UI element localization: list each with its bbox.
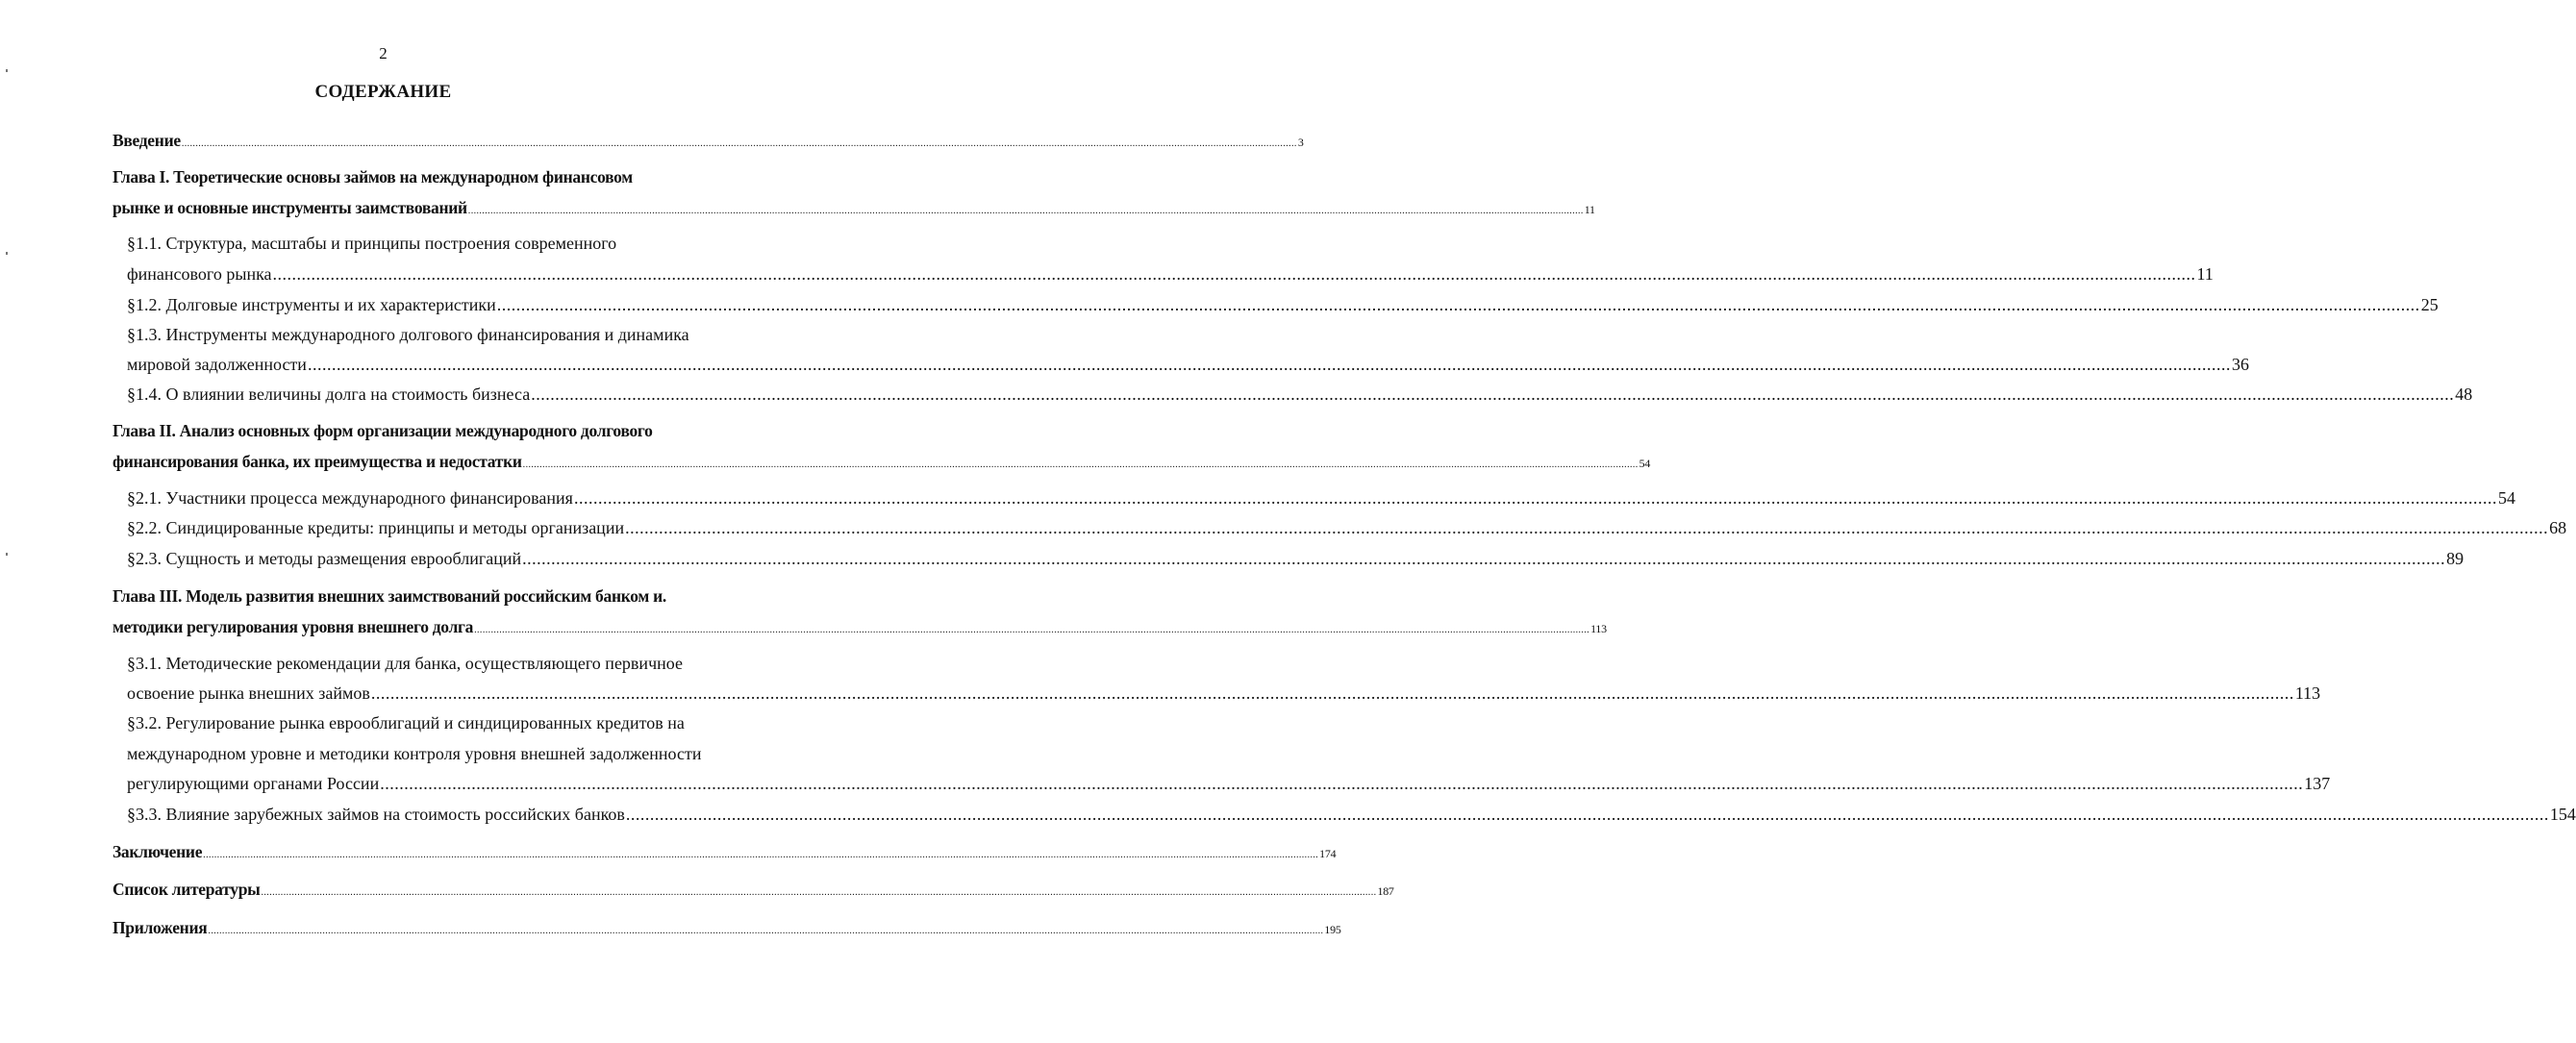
- toc-entry: [127, 772, 2331, 795]
- toc-entry-line: [127, 742, 701, 765]
- toc-title: СОДЕРЖАНИЕ: [314, 82, 452, 102]
- toc-entry-text: международном уровне и методики контроля уровня внешней задолженности: [127, 744, 702, 763]
- toc-entry-text: §2.1. Участники процесса международного финансирования: [127, 488, 573, 508]
- toc-entry-text: Глава I. Теоретические основы займов на международном финансовом: [113, 167, 633, 186]
- scan-mark: [6, 252, 8, 255]
- toc-entry-line: [127, 232, 616, 255]
- toc-page-number: 48: [2455, 385, 2473, 404]
- toc-entry-text: §1.1. Структура, масштабы и принципы построения современного: [127, 234, 617, 253]
- toc-entry: [127, 293, 2438, 316]
- toc-entry-text: §3.2. Регулирование рынка еврооблигаций и синдицированных кредитов на: [127, 713, 685, 733]
- dot-leader: ................................................................................................................................................................................................................................................................................................................................................................................................................: [522, 459, 1638, 470]
- toc-entry-text: рынке и основные инструменты заимствований: [113, 198, 467, 217]
- toc-entry: [113, 840, 1337, 863]
- toc-entry: [127, 547, 2464, 570]
- toc-entry: [127, 803, 2576, 826]
- scan-mark: [6, 69, 8, 72]
- toc-entry-text: Список литературы: [113, 880, 261, 899]
- toc-entry-line: [127, 652, 683, 675]
- toc-page-number: 154: [2549, 805, 2576, 824]
- toc-entry-text: §2.3. Сущность и методы размещения еврооблигаций: [127, 549, 522, 568]
- toc-entry: [127, 262, 2213, 286]
- toc-entry: [113, 129, 1304, 152]
- dot-leader: ................................................................................................................................................................................................................................................................................................................................................................................................................: [380, 774, 2304, 793]
- toc-page-number: 25: [2420, 295, 2438, 314]
- dot-leader: ................................................................................................................................................................................................................................................................................................................................................................................................................: [181, 138, 1297, 149]
- dot-leader: ................................................................................................................................................................................................................................................................................................................................................................................................................: [522, 549, 2446, 568]
- toc-entry-text: методики регулирования уровня внешнего долга: [113, 617, 474, 636]
- toc-page-number: 137: [2304, 774, 2331, 793]
- toc-page-number: 11: [1584, 203, 1595, 216]
- toc-entry-text: финансирования банка, их преимущества и недостатки: [113, 452, 522, 471]
- dot-leader: ................................................................................................................................................................................................................................................................................................................................................................................................................: [531, 385, 2455, 404]
- toc-entry: [113, 878, 1394, 901]
- page-number: 2: [379, 44, 388, 62]
- toc-entry-text: §1.2. Долговые инструменты и их характеристики: [127, 295, 496, 314]
- toc-entry: [113, 615, 1607, 638]
- toc-entry-text: Глава II. Анализ основных форм организации международного долгового: [113, 421, 653, 440]
- toc-entry: [127, 486, 2515, 509]
- toc-entry-text: §2.2. Синдицированные кредиты: принципы и методы организации: [127, 518, 625, 537]
- toc-entry-line: [113, 584, 666, 608]
- toc-entry: [113, 450, 1651, 473]
- toc-entry-text: финансового рынка: [127, 264, 272, 284]
- toc-page-number: 187: [1377, 884, 1394, 898]
- dot-leader: ................................................................................................................................................................................................................................................................................................................................................................................................................: [203, 850, 1319, 860]
- toc-entry: [127, 383, 2473, 406]
- toc-entry: [113, 916, 1341, 939]
- toc-page-number: 113: [1590, 622, 1607, 635]
- dot-leader: ................................................................................................................................................................................................................................................................................................................................................................................................................: [261, 887, 1377, 898]
- dot-leader: ................................................................................................................................................................................................................................................................................................................................................................................................................: [496, 295, 2420, 314]
- dot-leader: ................................................................................................................................................................................................................................................................................................................................................................................................................: [573, 488, 2497, 508]
- toc-entry-text: освоение рынка внешних займов: [127, 683, 370, 703]
- toc-page-number: 3: [1297, 136, 1304, 149]
- toc-entry-text: Введение: [113, 131, 181, 150]
- toc-entry-line: [127, 323, 689, 346]
- toc-page-number: 89: [2446, 549, 2464, 568]
- dot-leader: ................................................................................................................................................................................................................................................................................................................................................................................................................: [625, 518, 2549, 537]
- dot-leader: ................................................................................................................................................................................................................................................................................................................................................................................................................: [370, 683, 2294, 703]
- dot-leader: ................................................................................................................................................................................................................................................................................................................................................................................................................: [307, 355, 2231, 374]
- toc-entry-line: [113, 165, 633, 188]
- toc-entry: [127, 353, 2249, 376]
- dot-leader: ................................................................................................................................................................................................................................................................................................................................................................................................................: [208, 926, 1324, 936]
- toc-entry-text: мировой задолженности: [127, 355, 307, 374]
- toc-entry-text: §3.1. Методические рекомендации для банка, осуществляющего первичное: [127, 654, 683, 673]
- toc-page-number: 54: [2497, 488, 2515, 508]
- toc-page-number: 36: [2231, 355, 2249, 374]
- toc-entry-text: §1.4. О влиянии величины долга на стоимость бизнеса: [127, 385, 531, 404]
- dot-leader: ................................................................................................................................................................................................................................................................................................................................................................................................................: [474, 625, 1590, 635]
- toc-entry-text: §3.3. Влияние зарубежных займов на стоимость российских банков: [127, 805, 625, 824]
- toc-page-number: 54: [1638, 457, 1651, 470]
- toc-entry-line: [127, 711, 685, 734]
- toc-page-number: 68: [2549, 518, 2567, 537]
- dot-leader: ................................................................................................................................................................................................................................................................................................................................................................................................................: [467, 206, 1584, 216]
- scan-mark: [6, 553, 8, 556]
- toc-entry-text: Заключение: [113, 842, 203, 861]
- toc-entry-text: Приложения: [113, 918, 208, 937]
- toc-entry: [113, 196, 1595, 219]
- toc-entry-text: регулирующими органами России: [127, 774, 380, 793]
- toc-entry-line: [113, 419, 653, 442]
- dot-leader: ................................................................................................................................................................................................................................................................................................................................................................................................................: [625, 805, 2549, 824]
- toc-entry: [127, 516, 2567, 539]
- toc-page-number: 113: [2294, 683, 2321, 703]
- toc-page-number: 11: [2196, 264, 2213, 284]
- toc-entry-text: Глава III. Модель развития внешних заимствований российским банком и.: [113, 586, 666, 606]
- toc-page-number: 174: [1319, 847, 1337, 860]
- dot-leader: ................................................................................................................................................................................................................................................................................................................................................................................................................: [272, 264, 2196, 284]
- toc-entry: [127, 682, 2321, 705]
- toc-entry-text: §1.3. Инструменты международного долгового финансирования и динамика: [127, 325, 689, 344]
- toc-page-number: 195: [1324, 923, 1341, 936]
